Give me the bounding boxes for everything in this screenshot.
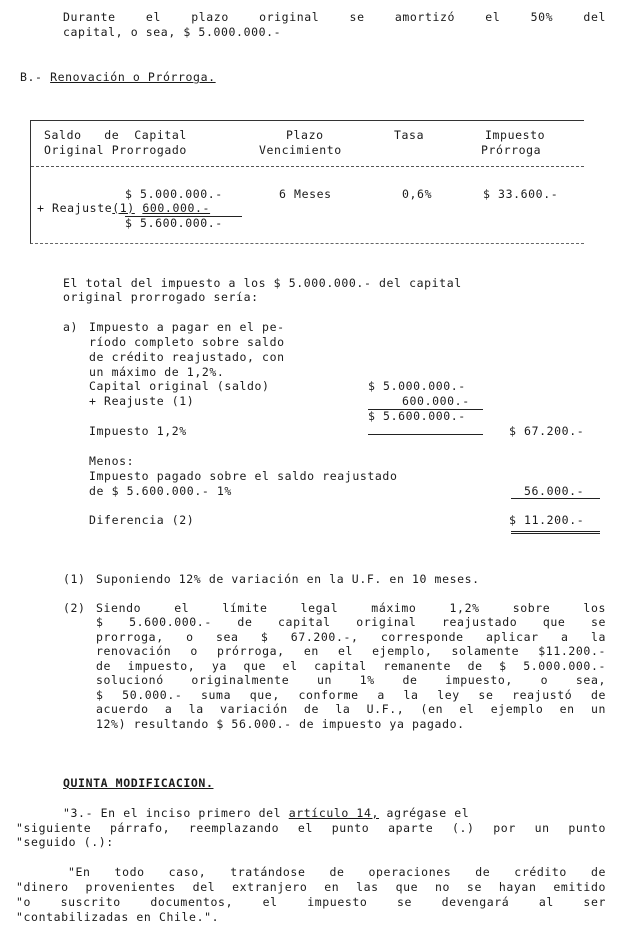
impuesto-label: Impuesto 1,2% xyxy=(89,424,187,438)
capital-original-value: $ 5.000.000.- xyxy=(368,379,466,393)
footnote-2-line-6: solucionó originalmente un 1% de impuesto, o sea, xyxy=(96,673,606,687)
footnote-2-line-9: 12%) resultando $ 56.000.- de impuesto ya pagado. xyxy=(96,717,465,731)
table-header-impuesto-2: Prórroga xyxy=(481,143,542,157)
subtotal-under-rule xyxy=(368,434,483,435)
table-tasa-value: 0,6% xyxy=(402,187,433,201)
table-reajuste-label: + Reajuste xyxy=(37,201,113,215)
section-b-prefix: B.- xyxy=(20,70,51,84)
table-header-plazo-2: Vencimiento xyxy=(259,143,342,157)
subtotal-value: $ 5.600.000.- xyxy=(368,409,466,423)
quinta-p1-line-1-start: "3.- En el inciso primero del xyxy=(63,806,289,820)
quinta-p1-line-1 xyxy=(63,806,469,820)
pagado-line-1: Impuesto pagado sobre el saldo reajustado xyxy=(89,469,398,483)
impuesto-value: $ 67.200.- xyxy=(509,424,585,438)
quinta-p2-line-1: "En todo caso, tratándose de operaciones de crédito de xyxy=(68,865,606,879)
footnote-2-line-7: $ 50.000.- suma que, conforme a la ley se reajustó de xyxy=(96,688,606,702)
table-header-divider xyxy=(31,166,584,167)
total-text-line-2: original prorrogado sería: xyxy=(63,290,259,304)
footnote-2-line-5: de impuesto, ya que el capital remanente de $ 5.000.000.- xyxy=(96,659,606,673)
table-reajuste-value: 600.000.- xyxy=(142,201,211,215)
quinta-p1-line-1-end: agrégase el xyxy=(379,806,470,820)
pagado-line-2: de $ 5.600.000.- 1% xyxy=(89,484,232,498)
item-a-line-3: de crédito reajustado, con xyxy=(89,350,285,364)
intro-line-2: capital, o sea, $ 5.000.000.- xyxy=(63,25,282,39)
footnote-2-line-2: $ 5.600.000.- de capital original reajustado que se xyxy=(96,615,606,629)
footnote-1-marker: (1) xyxy=(63,572,86,586)
article-14-ref: artículo 14, xyxy=(288,806,380,820)
table-impuesto-value: $ 33.600.- xyxy=(483,187,559,201)
quinta-p1-line-2: "siguiente párrafo, reemplazando el punto aparte (.) por un punto xyxy=(16,821,606,835)
section-b-heading xyxy=(20,70,216,84)
table-header-plazo-1: Plazo xyxy=(286,128,324,142)
item-a-line-2: ríodo completo sobre saldo xyxy=(89,335,285,349)
footnote-2-marker: (2) xyxy=(63,601,86,615)
item-a-marker: a) xyxy=(63,320,79,334)
menos-label: Menos: xyxy=(89,454,135,468)
section-b-title: Renovación o Prórroga. xyxy=(50,70,216,84)
total-text-line-1: El total del impuesto a los $ 5.000.000.- del capital xyxy=(63,276,462,290)
quinta-p2-line-3: "o suscrito documentos, el impuesto se devengará al ser xyxy=(16,895,606,909)
diferencia-label: Diferencia (2) xyxy=(89,513,195,527)
quinta-p2-line-4: "contabilizadas en Chile.". xyxy=(16,910,220,924)
footnote-2-line-4: renovación o prórroga, en el ejemplo, solamente $11.200.- xyxy=(96,644,606,658)
quinta-p1-line-3: "seguido (.): xyxy=(16,835,114,849)
diferencia-value: $ 11.200.- xyxy=(509,513,585,527)
table-plazo-value: 6 Meses xyxy=(279,187,332,201)
reajuste-value: 600.000.- xyxy=(402,394,470,408)
pagado-rule xyxy=(511,498,600,499)
table-capital-value: $ 5.000.000.- xyxy=(125,187,223,201)
table-reajuste-note: (1) xyxy=(112,201,135,215)
intro-line-1: Durante el plazo original se amortizó el 50% del xyxy=(63,10,606,24)
capital-original-label: Capital original (saldo) xyxy=(89,379,270,393)
footnote-2-line-1: Siendo el límite legal máximo 1,2% sobre los xyxy=(96,601,606,615)
item-a-line-4: un máximo de 1,2%. xyxy=(89,365,225,379)
quinta-p2-line-2: "dinero provenientes del extranjero en las que no se hayan emitido xyxy=(16,880,606,894)
footnote-2-line-8: acuerdo a la variación de la U.F., (en el ejemplo en un xyxy=(96,702,606,716)
item-a-line-1: Impuesto a pagar en el pe- xyxy=(89,320,285,334)
pagado-value: 56.000.- xyxy=(524,484,585,498)
table-reajuste-row xyxy=(37,201,210,215)
reajuste-label: + Reajuste (1) xyxy=(89,394,195,408)
quinta-heading: QUINTA MODIFICACION. xyxy=(63,776,214,790)
table-header-capital-1: Saldo de Capital xyxy=(44,128,187,142)
footnote-2-line-3: prorroga, o sea $ 67.200.-, corresponde aplicar a la xyxy=(96,630,606,644)
table-total-value: $ 5.600.000.- xyxy=(125,216,223,230)
table-header-tasa: Tasa xyxy=(394,128,425,142)
table-header-capital-2: Original Prorrogado xyxy=(44,143,187,157)
table-header-impuesto-1: Impuesto xyxy=(485,128,546,142)
diferencia-double-rule xyxy=(511,531,600,534)
footnote-1-text: Suponiendo 12% de variación en la U.F. en 10 meses. xyxy=(96,572,480,586)
